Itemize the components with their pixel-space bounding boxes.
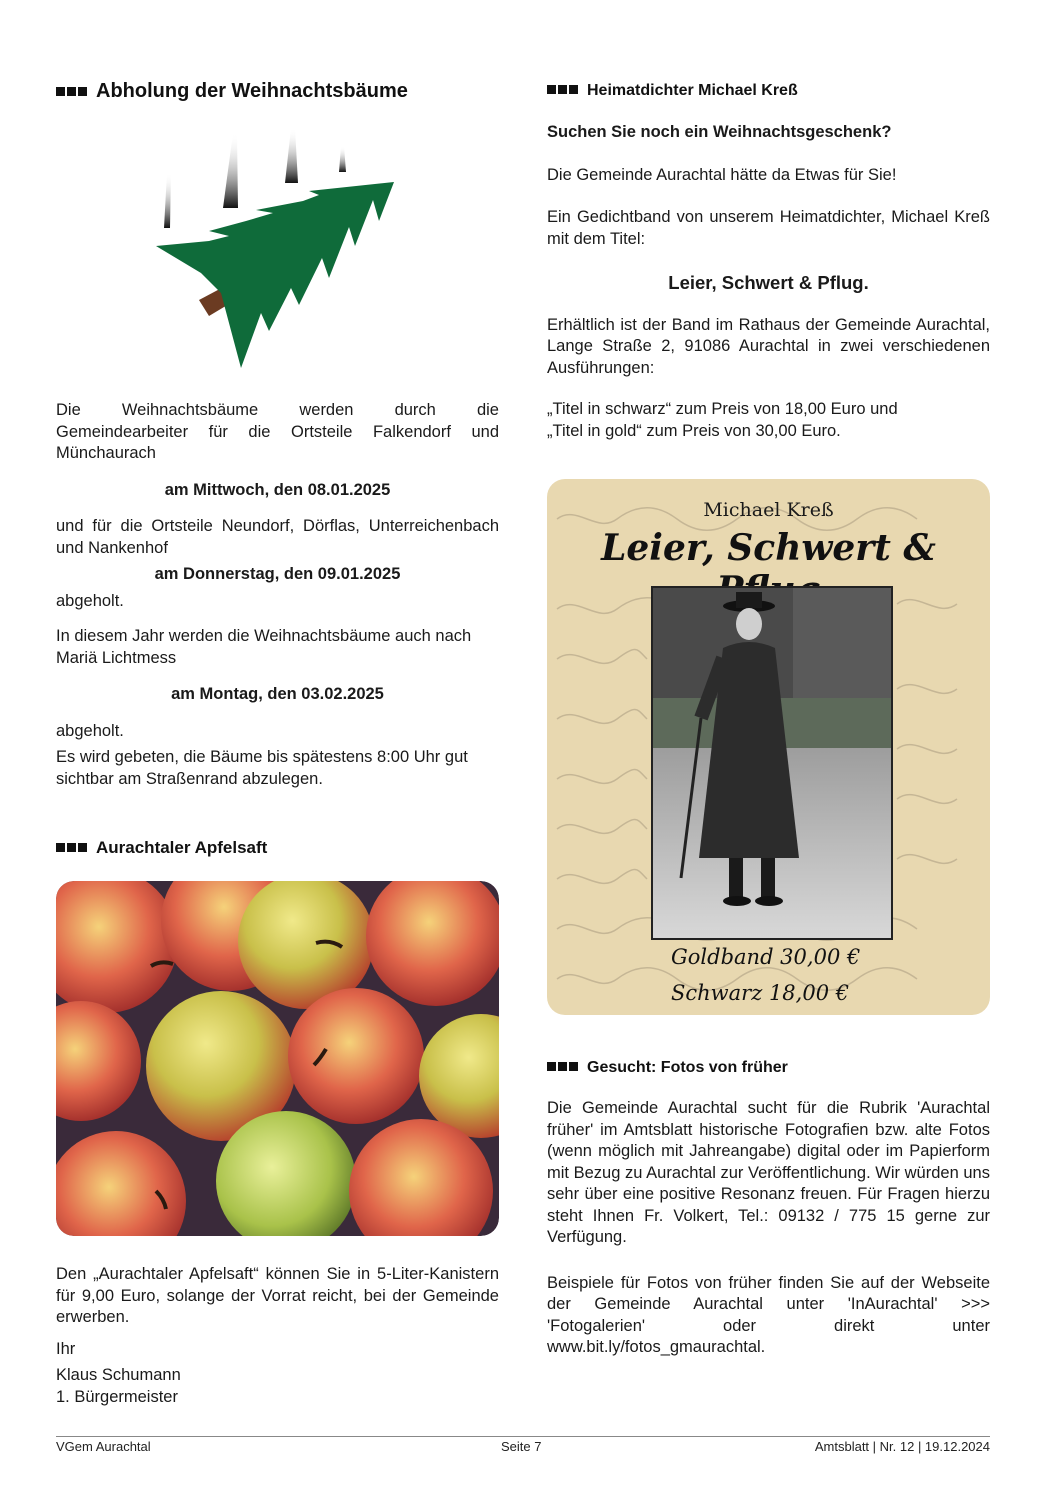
photos-text-2: Beispiele für Fotos von früher finden Sie auf der Webseite der Gemeinde Aurachtal unter 'InAurachtal' >>> 'Fotogalerien' oder direkt unter www.bit.ly/fotos_gmaurachtal. <box>547 1273 990 1356</box>
tree-text-2: und für die Ortsteile Neundorf, Dörflas, Unterreichenbach und Nankenhof <box>56 517 499 557</box>
signer-name: Klaus Schumann <box>56 1366 181 1384</box>
footer-page-number: Seite 7 <box>501 1439 542 1454</box>
book-title: Leier, Schwert & Pflug. <box>668 272 869 293</box>
cover-title: Leier, Schwert & <box>601 527 936 569</box>
heading-squares <box>56 76 89 104</box>
book-intro: Ein Gedichtband von unserem Heimatdichter, Michael Kreß mit dem Titel: <box>547 208 990 248</box>
photos-section-heading: Gesucht: Fotos von früher <box>547 1056 788 1079</box>
price-gold: „Titel in gold“ zum Preis von 30,00 Euro. <box>547 421 841 440</box>
book-cover <box>547 479 990 1015</box>
footer-right: Amtsblatt | Nr. 12 | 19.12.2024 <box>814 1439 990 1454</box>
heading-squares <box>547 79 580 101</box>
footer-left: VGem Aurachtal <box>56 1439 151 1454</box>
tree-text-3: In diesem Jahr werden die Weihnachtsbäume auch nach Mariä Lichtmess <box>56 627 472 667</box>
pickup-date-2: am Donnerstag, den 09.01.2025 <box>154 565 401 583</box>
pickup-date-1: am Mittwoch, den 08.01.2025 <box>164 480 391 499</box>
christmas-tree-illustration <box>151 128 411 378</box>
page-footer <box>56 1436 990 1454</box>
cover-author: Michael Kreß <box>703 499 834 521</box>
gift-offer: Die Gemeinde Aurachtal hätte da Etwas für Sie! <box>547 165 897 184</box>
cover-price-gold: Goldband 30,00 € <box>671 945 861 969</box>
heading-squares <box>547 1056 580 1078</box>
poet-section-heading: Heimatdichter Michael Kreß <box>547 79 990 102</box>
closing-word: Ihr <box>56 1339 76 1358</box>
left-column <box>56 72 499 1406</box>
cover-price-black: Schwarz 18,00 € <box>671 981 850 1005</box>
picked-up-text-1: abgeholt. <box>56 591 124 610</box>
tree-intro-text: Die Weihnachtsbäume werden durch die Gemeindearbeiter für die Ortsteile Falkendorf und Münchaurach <box>56 401 499 462</box>
book-availability: Erhältlich ist der Band im Rathaus der Gemeinde Aurachtal, Lange Straße 2, 91086 Aurachtal in zwei verschiedenen Ausführungen: <box>547 315 990 377</box>
gift-question: Suchen Sie noch ein Weihnachtsgeschenk? <box>547 123 892 141</box>
photos-text-1: Die Gemeinde Aurachtal sucht für die Rubrik 'Aurachtal früher' im Amtsblatt historische Fotografien bzw. alte Fotos (wenn möglich mit Jahreangabe) digital oder im Papierform mit Bezug zu Aurachtal zur Veröffentlichung. Wir würden uns sehr über eine positive Resonanz freuen. Für Fragen hierzu steht Ihnen Fr. Volkert, Tel.: 09132 / 775 15 gerne zur Verfügung. <box>547 1099 990 1246</box>
pickup-date-3: am Montag, den 03.02.2025 <box>171 685 384 703</box>
apple-section-heading: Aurachtaler Apfelsaft <box>56 836 267 859</box>
picked-up-text-2: abgeholt. <box>56 721 124 740</box>
right-column <box>547 72 990 1356</box>
tree-text-4: Es wird gebeten, die Bäume bis spätestens 8:00 Uhr gut sichtbar am Straßenrand abzulegen. <box>56 748 468 788</box>
apple-juice-text: Den „Aurachtaler Apfelsaft“ können Sie in 5-Liter-Kanistern für 9,00 Euro, solange der Vorrat reicht, bei der Gemeinde erwerben. <box>56 1265 499 1326</box>
tree-crown <box>156 182 394 368</box>
tree-section-heading: Abholung der Weihnachtsbäume <box>56 76 499 105</box>
heading-squares <box>56 836 89 858</box>
price-black: „Titel in schwarz“ zum Preis von 18,00 Euro und <box>547 400 898 418</box>
cover-portrait-photo <box>651 586 893 940</box>
apples-photo <box>56 881 499 1236</box>
signer-title: 1. Bürgermeister <box>56 1387 178 1406</box>
